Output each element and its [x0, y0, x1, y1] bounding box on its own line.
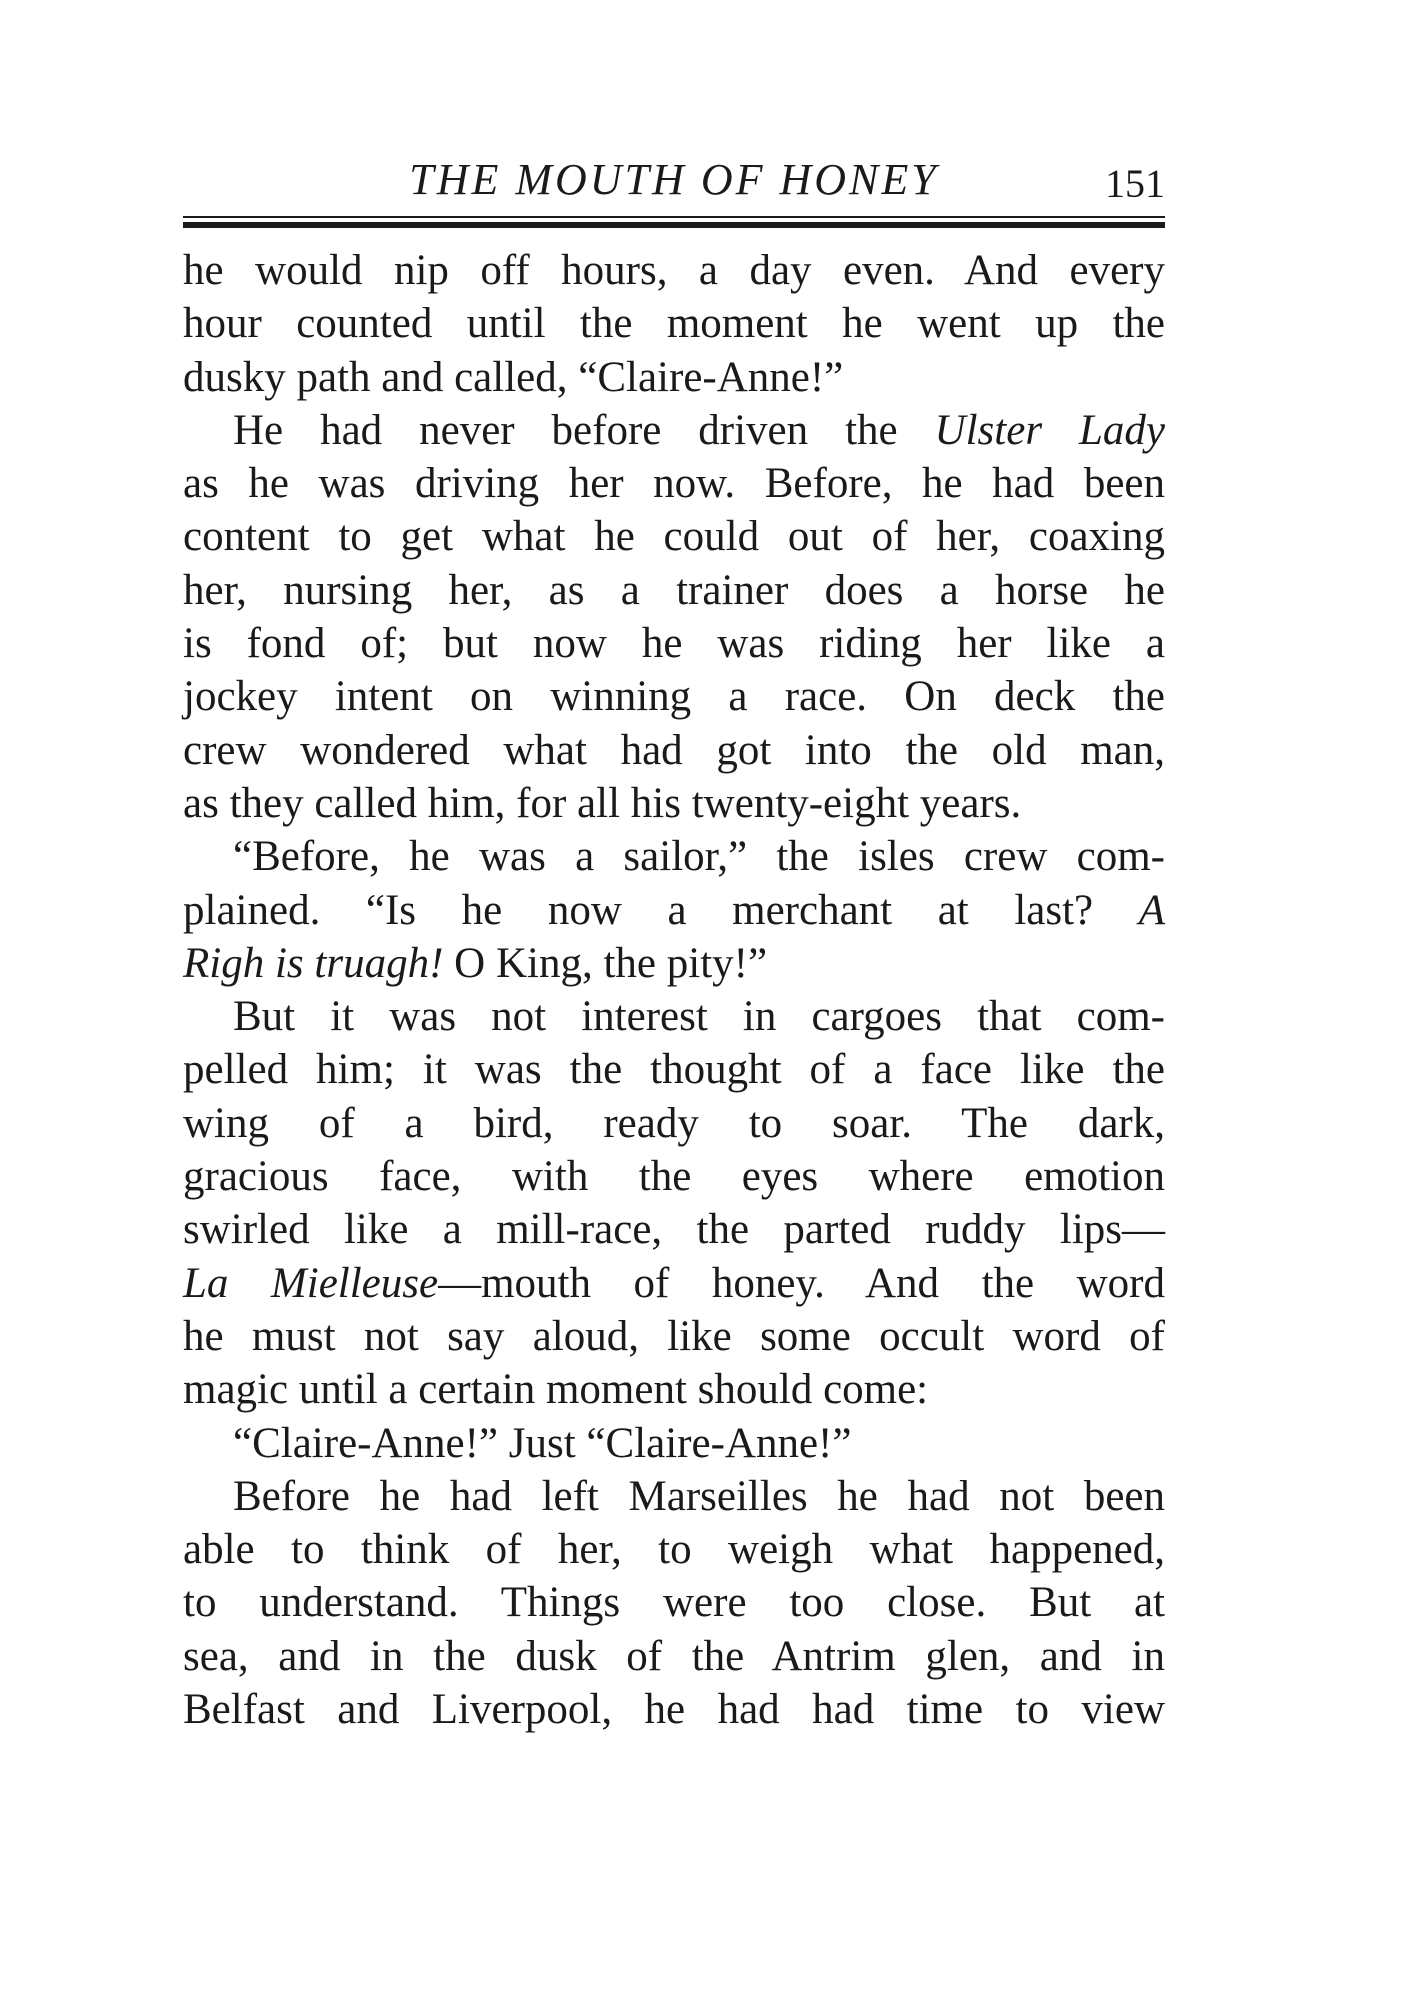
text-line: her, nursing her, as a trainer does a horse he	[183, 566, 1165, 614]
text-line: as he was driving her now. Before, he had been	[183, 460, 1165, 508]
text-line: Belfast and Liverpool, he had had time to view	[183, 1686, 1165, 1734]
text-line: is fond of; but now he was riding her like a	[183, 620, 1165, 668]
text-line: hour counted until the moment he went up the	[183, 300, 1165, 348]
text-line: dusky path and called, “Claire-Anne!”	[183, 353, 844, 401]
running-title: THE MOUTH OF HONEY	[409, 155, 939, 204]
text-line: to understand. Things were too close. But at	[183, 1579, 1165, 1627]
body-text	[183, 244, 1165, 1736]
text-line: he would nip off hours, a day even. And every	[183, 247, 1165, 294]
text-segment: —mouth of honey. And the word	[438, 1259, 1165, 1307]
text-segment: plained. “Is he now a merchant at last?	[183, 886, 1139, 934]
text-line	[183, 404, 1165, 457]
text-line: swirled like a mill-race, the parted ruddy lips—	[183, 1206, 1165, 1254]
italic-segment: Ulster Lady	[934, 406, 1165, 454]
text-line: sea, and in the dusk of the Antrim glen, and in	[183, 1632, 1165, 1680]
text-line: crew wondered what had got into the old man,	[183, 726, 1165, 774]
text-line	[183, 1257, 1165, 1310]
text-line: “Claire-Anne!” Just “Claire-Anne!”	[233, 1419, 852, 1467]
italic-segment: La Mielleuse	[183, 1259, 439, 1307]
text-line: wing of a bird, ready to soar. The dark,	[183, 1099, 1165, 1147]
italic-segment: A	[1138, 886, 1165, 934]
text-line: jockey intent on winning a race. On deck the	[183, 673, 1165, 721]
text-line: pelled him; it was the thought of a face like the	[183, 1046, 1165, 1094]
text-line: Before he had left Marseilles he had not been	[233, 1472, 1165, 1520]
text-line: magic until a certain moment should come:	[183, 1366, 929, 1414]
header-rule-thin	[183, 216, 1165, 218]
text-line: as they called him, for all his twenty-eight years.	[183, 779, 1022, 827]
header-rule-thick	[183, 222, 1165, 228]
text-line: “Before, he was a sailor,” the isles crew com-	[233, 833, 1165, 881]
page-number: 151	[1105, 161, 1165, 206]
text-line: he must not say aloud, like some occult word of	[183, 1312, 1165, 1360]
text-line	[183, 884, 1165, 937]
text-segment: He had never before driven the	[233, 406, 935, 454]
text-segment: O King, the pity!”	[443, 939, 768, 987]
italic-segment: Righ is truagh!	[183, 939, 444, 987]
text-line: content to get what he could out of her, coaxing	[183, 513, 1165, 561]
text-line: But it was not interest in cargoes that com-	[233, 993, 1165, 1041]
text-line: able to think of her, to weigh what happened,	[183, 1526, 1165, 1574]
running-head	[183, 150, 1165, 210]
text-line: gracious face, with the eyes where emotion	[183, 1153, 1165, 1201]
text-line	[183, 937, 1165, 990]
